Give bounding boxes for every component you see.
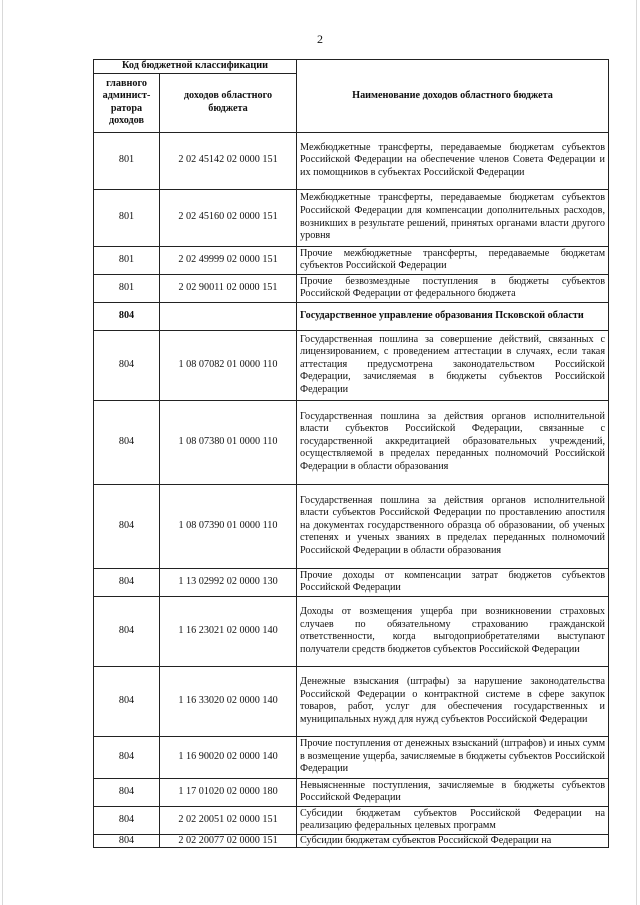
revenue-name: Межбюджетные трансферты, передаваемые бюджетам субъектов Российской Федерации на обеспечение членов Совета Федерации и их помощников в субъектах Российской Федерации bbox=[297, 132, 609, 189]
admin-code: 804 bbox=[94, 568, 160, 596]
revenue-code: 2 02 45142 02 0000 151 bbox=[160, 132, 297, 189]
table-row-org-header bbox=[94, 302, 609, 330]
admin-code: 801 bbox=[94, 246, 160, 274]
revenue-code: 1 16 90020 02 0000 140 bbox=[160, 736, 297, 778]
admin-code: 801 bbox=[94, 274, 160, 302]
revenue-name: Прочие межбюджетные трансферты, передаваемые бюджетам субъектов Российской Федерации bbox=[297, 246, 609, 274]
revenue-code: 1 16 33020 02 0000 140 bbox=[160, 666, 297, 736]
admin-code: 801 bbox=[94, 189, 160, 246]
admin-code: 804 bbox=[94, 834, 160, 848]
revenue-code: 2 02 20051 02 0000 151 bbox=[160, 806, 297, 834]
table-row bbox=[94, 132, 609, 189]
table-row bbox=[94, 834, 609, 848]
revenue-code: 1 08 07082 01 0000 110 bbox=[160, 330, 297, 400]
revenue-name: Доходы от возмещения ущерба при возникновении страховых случаев по обязательному страхованию гражданской ответственности, когда выгодоприобретателями выступают получатели средств бюджетов субъектов Российской Федерации bbox=[297, 596, 609, 666]
scan-edge-right bbox=[636, 0, 637, 905]
table-row bbox=[94, 274, 609, 302]
budget-classification-table bbox=[93, 59, 609, 848]
revenue-name: Государственная пошлина за действия органов исполнительной власти субъектов Российской Федерации по проставлению апостиля на документах государственного образца об образовании, об ученых степенях и ученых званиях в пределах переданных полномочий Российской Федерации в области образования bbox=[297, 484, 609, 568]
admin-code: 804 bbox=[94, 596, 160, 666]
revenue-name: Государственная пошлина за действия органов исполнительной власти субъектов Российской Федерации, связанные с государственной аккредитацией образовательных учреждений, осуществляемой в пределах переданных полномочий Российской Федерации в области образования bbox=[297, 400, 609, 484]
table-row bbox=[94, 596, 609, 666]
table-row bbox=[94, 330, 609, 400]
revenue-code: 2 02 45160 02 0000 151 bbox=[160, 189, 297, 246]
table-row bbox=[94, 736, 609, 778]
table-header bbox=[94, 60, 609, 133]
table-row bbox=[94, 568, 609, 596]
scan-edge-left bbox=[2, 0, 3, 905]
revenue-code bbox=[160, 302, 297, 330]
org-name: Государственное управление образования Псковской области bbox=[297, 302, 609, 330]
revenue-name: Невыясненные поступления, зачисляемые в бюджеты субъектов Российской Федерации bbox=[297, 778, 609, 806]
revenue-code: 1 17 01020 02 0000 180 bbox=[160, 778, 297, 806]
revenue-name: Прочие доходы от компенсации затрат бюджетов субъектов Российской Федерации bbox=[297, 568, 609, 596]
page-number: 2 bbox=[317, 32, 323, 46]
header-chief-administrator: главного админист-ратора доходов bbox=[94, 73, 160, 132]
revenue-code: 2 02 49999 02 0000 151 bbox=[160, 246, 297, 274]
revenue-name: Прочие безвозмездные поступления в бюджеты субъектов Российской Федерации от федерального бюджета bbox=[297, 274, 609, 302]
revenue-name: Субсидии бюджетам субъектов Российской Федерации на реализацию федеральных целевых программ bbox=[297, 806, 609, 834]
table-row bbox=[94, 246, 609, 274]
revenue-name: Государственная пошлина за совершение действий, связанных с лицензированием, с проведением аттестации в случаях, если такая аттестация предусмотрена законодательством Российской Федерации, зачисляемая в бюджеты субъектов Российской Федерации bbox=[297, 330, 609, 400]
header-revenue-code: доходов областного бюджета bbox=[160, 73, 297, 132]
revenue-code: 1 08 07380 01 0000 110 bbox=[160, 400, 297, 484]
table-row bbox=[94, 778, 609, 806]
admin-code: 804 bbox=[94, 302, 160, 330]
admin-code: 804 bbox=[94, 666, 160, 736]
admin-code: 804 bbox=[94, 400, 160, 484]
revenue-code: 2 02 90011 02 0000 151 bbox=[160, 274, 297, 302]
header-revenue-name: Наименование доходов областного бюджета bbox=[297, 60, 609, 133]
admin-code: 804 bbox=[94, 736, 160, 778]
table-body bbox=[94, 132, 609, 848]
admin-code: 804 bbox=[94, 484, 160, 568]
admin-code: 804 bbox=[94, 806, 160, 834]
table-row bbox=[94, 400, 609, 484]
admin-code: 804 bbox=[94, 330, 160, 400]
table-row bbox=[94, 484, 609, 568]
revenue-name: Прочие поступления от денежных взысканий (штрафов) и иных сумм в возмещение ущерба, зачисляемые в бюджеты субъектов Российской Федерации bbox=[297, 736, 609, 778]
table-row bbox=[94, 666, 609, 736]
table-row bbox=[94, 806, 609, 834]
revenue-name: Субсидии бюджетам субъектов Российской Федерации на bbox=[297, 834, 609, 848]
revenue-code: 1 13 02992 02 0000 130 bbox=[160, 568, 297, 596]
revenue-name: Денежные взыскания (штрафы) за нарушение законодательства Российской Федерации о контрактной системе в сфере закупок товаров, работ, услуг для обеспечения государственных и муниципальных нужд для нужд субъектов Российской Федерации bbox=[297, 666, 609, 736]
header-classification-code: Код бюджетной классификации bbox=[94, 60, 297, 74]
revenue-name: Межбюджетные трансферты, передаваемые бюджетам субъектов Российской Федерации для компенсации дополнительных расходов, возникших в результате решений, принятых органами власти другого уровня bbox=[297, 189, 609, 246]
revenue-code: 1 08 07390 01 0000 110 bbox=[160, 484, 297, 568]
revenue-code: 1 16 23021 02 0000 140 bbox=[160, 596, 297, 666]
revenue-code: 2 02 20077 02 0000 151 bbox=[160, 834, 297, 848]
table-row bbox=[94, 189, 609, 246]
admin-code: 801 bbox=[94, 132, 160, 189]
admin-code: 804 bbox=[94, 778, 160, 806]
